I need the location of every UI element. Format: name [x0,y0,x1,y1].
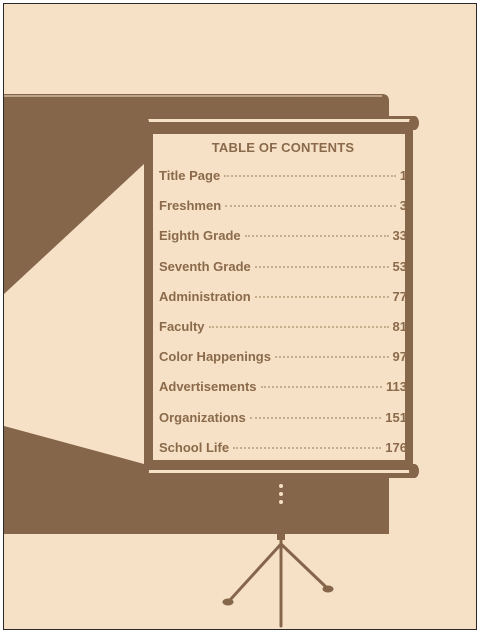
toc-leader-dots [245,235,389,237]
toc-title: TABLE OF CONTENTS [211,140,355,155]
top-roller [139,116,419,130]
toc-entry [159,379,407,409]
toc-leader-dots [261,386,382,388]
toc-entry [159,349,407,379]
toc-entry [159,319,407,349]
toc-entry-label: Seventh Grade [159,258,251,274]
toc-entry-page: 151 [385,409,407,425]
toc-leader-dots [233,447,381,449]
page [3,3,477,630]
toc-leader-dots [255,296,389,298]
toc-entry-label: Faculty [159,318,205,334]
toc-entry-label: Organizations [159,409,246,425]
toc-leader-dots [255,266,389,268]
toc-entry-page: 1 [399,168,407,183]
table-of-contents [159,140,407,470]
toc-entry-label: School Life [159,439,230,455]
toc-entry-label: Administration [159,288,251,304]
toc-entry-label: Eighth Grade [159,228,241,244]
toc-entry-label: Advertisements [159,379,257,395]
toc-entry-page: 113 [386,379,407,395]
toc-entry [159,228,407,258]
toc-entry-label: Title Page [159,168,221,183]
toc-leader-dots [275,356,389,358]
toc-entry [159,198,407,228]
toc-entry-page: 3 [399,198,407,214]
toc-entry-label: Freshmen [159,198,222,214]
toc-entry-page: 77 [392,288,407,304]
toc-entry [159,410,407,440]
toc-leader-dots [250,417,382,419]
toc-entry-page: 53 [392,258,407,274]
toc-list [159,168,407,470]
toc-leader-dots [209,326,389,328]
toc-entry [159,289,407,319]
toc-entry-page: 81 [392,318,407,334]
toc-entry-page: 33 [392,228,407,244]
toc-entry [159,168,407,198]
toc-leader-dots [225,205,396,207]
toc-entry-label: Color Happenings [159,349,271,365]
toc-entry-page: 97 [392,349,407,365]
toc-entry [159,440,407,470]
toc-entry [159,259,407,289]
toc-entry-page: 176 [385,439,407,455]
toc-leader-dots [224,175,396,177]
